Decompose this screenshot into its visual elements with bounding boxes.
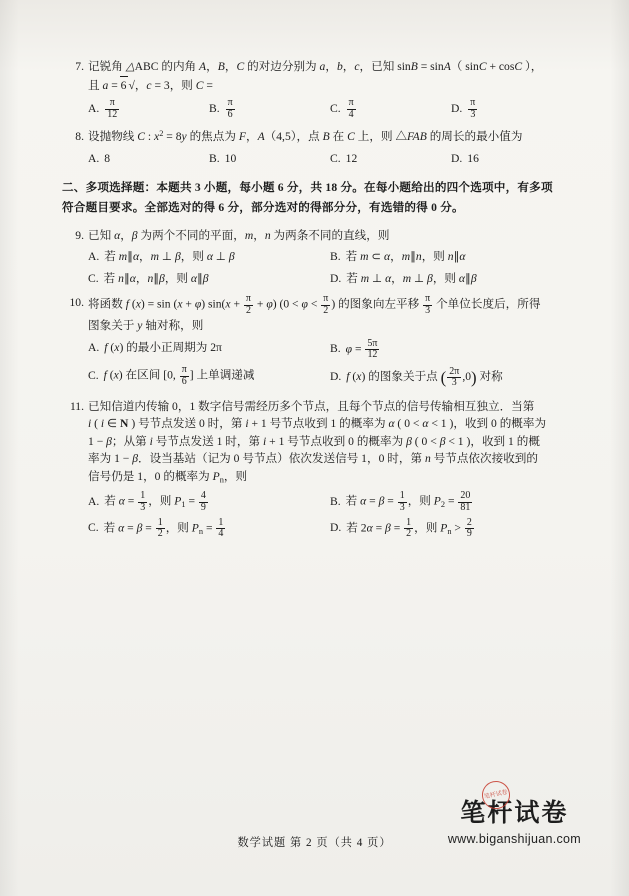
question-10-option-a[interactable]: A. f (x) 的最小正周期为 2π xyxy=(88,340,222,354)
option-label: C. xyxy=(88,271,99,285)
option-label: D. xyxy=(451,101,463,115)
page-footer: 数学试题 第 2 页（共 4 页） xyxy=(237,837,392,849)
question-7-text-1: 记锐角 △ABC 的内角 A，B，C 的对边分别为 a，b，c，已知 sinB = sinA（ sinC + cosC ）， xyxy=(88,60,543,73)
question-9-text-1: 已知 α，β 为两个不同的平面，m，n 为两条不同的直线，则 xyxy=(88,228,390,242)
question-8-text-1: 设抛物线 C : $x^2 = 8y$ 的焦点为 F，A（4,5），点 B 在 C 上，则 △FAB 的周长的最小值为 xyxy=(88,128,523,143)
question-11-line-4: 率为 1 − β．设当基站（记为 0 号节点）依次发送信号 1，0 时，第 n 号节点依次接收到的 xyxy=(88,452,538,466)
question-11-option-a[interactable]: A. 若 α = $\frac{1}{3}$ ，则 $P_1$ = $\frac{4}{9}$ xyxy=(88,490,206,513)
exam-content xyxy=(62,58,572,547)
option-label: B. xyxy=(330,250,341,264)
question-8-option-c[interactable] xyxy=(330,150,451,168)
option-label: D. xyxy=(451,151,463,165)
question-8-line-1 xyxy=(62,128,572,146)
question-10-option-d[interactable]: D. f (x) 的图象关于点 ( $\frac{2\pi}{3}$ ,0) 对称 xyxy=(330,365,503,389)
option-label: C. xyxy=(330,151,341,165)
question-10-option-c[interactable]: C. f (x) 在区间 [0, $\frac{\pi}{6}$ ] 上单调递减 xyxy=(88,364,255,387)
option-label: C. xyxy=(330,101,341,115)
question-8-option-a[interactable] xyxy=(88,150,209,168)
question-11-text-1: 已知信道内传输 0，1 数字信号需经历多个节点，且每个节点的信号传输相互独立．当第 xyxy=(88,399,535,413)
option-label: D. xyxy=(330,370,342,384)
option-label: B. xyxy=(209,151,220,165)
question-7-option-b[interactable]: B. $\frac{\pi}{6}$ xyxy=(209,97,233,120)
section-text: 本题共 3 小题，每小题 6 分，共 18 分。在每小题给出的四个选项中，有多项符合题目要求。全部选对的得 6 分，部分选对的得部分分，有选错的得 0 分。 xyxy=(62,181,553,214)
question-9-option-c[interactable]: C. 若 n∥α，n∥β，则 α∥β xyxy=(88,271,209,285)
option-label: B. xyxy=(330,494,341,508)
question-10-text-1: 将函数 f (x) = sin (x + φ) sin(x + $\frac{\pi}{2}$ + φ) (0 < φ < $\frac{\pi}{2}$ ) 的图象向左平移 $\frac{\pi}{3}$ 个单位长度后，所得 xyxy=(88,293,541,317)
option-value: 8 xyxy=(104,151,111,165)
option-label: A. xyxy=(88,151,100,165)
option-label: A. xyxy=(88,494,100,508)
option-label: A. xyxy=(88,340,100,354)
question-10-options-row-2 xyxy=(88,365,572,391)
option-label: B. xyxy=(209,101,220,115)
section-header-text xyxy=(62,178,562,217)
question-7-option-d[interactable]: D. $\frac{\pi}{3}$ xyxy=(451,97,476,120)
question-10-number: 10. xyxy=(69,296,84,310)
question-8 xyxy=(62,128,572,167)
option-label: C. xyxy=(88,368,99,382)
question-7-line-2: 且 a = 6 √​，c = 3，则 C = xyxy=(88,76,572,95)
question-9-line-1 xyxy=(62,227,572,245)
question-7-options xyxy=(88,98,572,121)
option-value: 10 xyxy=(224,151,237,165)
question-11-option-d[interactable]: D. 若 2α = β = $\frac{1}{2}$ ，则 $P_n$ > $\frac{2}{9}$ xyxy=(330,516,472,540)
question-11-option-b[interactable]: B. 若 α = β = $\frac{1}{3}$ ，则 $P_2$ = $\frac{20}{81}$ xyxy=(330,490,471,513)
question-10-line-2: 图象关于 y 轴对称，则 xyxy=(88,318,204,332)
question-9-option-a[interactable]: A. 若 m∥α，m ⊥ β，则 α ⊥ β xyxy=(88,250,235,264)
option-label: D. xyxy=(330,521,342,535)
option-label: C. xyxy=(88,521,99,535)
question-8-option-d[interactable] xyxy=(451,150,572,168)
question-11 xyxy=(62,398,572,541)
question-10-line-1 xyxy=(62,294,572,317)
question-7 xyxy=(62,58,572,121)
watermark-url: www.biganshijuan.com xyxy=(447,832,581,846)
question-11-line-2: i ( i ∈ N ) 号节点发送 0 时，第 i + 1 号节点收到 1 的概率为 α ( 0 < α < 1 )，收到 0 的概率为 xyxy=(88,417,547,431)
question-7-number: 7. xyxy=(75,60,84,73)
option-value: 16 xyxy=(467,151,479,165)
question-11-number: 11. xyxy=(69,399,84,413)
question-9-options-row-2 xyxy=(88,270,572,288)
option-label: B. xyxy=(330,342,341,356)
question-8-option-b[interactable] xyxy=(209,150,330,168)
question-11-options-row-1 xyxy=(88,491,572,514)
question-11-line-3: 1 − β；从第 i 号节点发送 1 时，第 i + 1 号节点收到 0 的概率为 β ( 0 < β < 1 )，收到 1 的概 xyxy=(88,434,540,448)
question-8-number: 8. xyxy=(75,129,84,143)
option-value: 12 xyxy=(345,151,358,165)
question-11-line-5: 信号仍是 1，0 的概率为 $P_n$，则 xyxy=(88,470,248,485)
question-7-option-a[interactable]: A. $\frac{\pi}{12}$ xyxy=(88,97,118,120)
question-7-option-c[interactable]: C. $\frac{\pi}{4}$ xyxy=(330,97,354,120)
question-9-option-b[interactable]: B. 若 m ⊂ α，m∥n，则 n∥α xyxy=(330,250,466,264)
watermark xyxy=(447,789,581,846)
question-10-option-b[interactable]: B. φ = $\frac{5\pi}{12}$ xyxy=(330,337,378,361)
question-9-number: 9. xyxy=(75,228,84,242)
question-10-options-row-1 xyxy=(88,339,572,362)
exam-sheet xyxy=(30,28,599,868)
question-10 xyxy=(62,294,572,390)
watermark-brand: 笔杆试卷 xyxy=(460,799,569,827)
section-header-multi-choice xyxy=(62,178,572,217)
question-9 xyxy=(62,227,572,288)
option-label: D. xyxy=(330,271,342,285)
option-label: A. xyxy=(88,101,100,115)
question-8-options xyxy=(88,150,572,168)
question-9-options-row-1 xyxy=(88,248,572,266)
question-7-line-1 xyxy=(62,58,572,76)
question-11-line-1 xyxy=(62,398,572,416)
question-11-options-row-2 xyxy=(88,518,572,541)
section-label: 二、多项选择题： xyxy=(62,181,157,195)
option-label: A. xyxy=(88,250,100,264)
question-9-option-d[interactable]: D. 若 m ⊥ α，m ⊥ β，则 α∥β xyxy=(330,271,477,285)
question-11-option-c[interactable]: C. 若 α = β = $\frac{1}{2}$ ，则 $P_n$ = $\frac{1}{4}$ xyxy=(88,516,224,540)
seal-icon: 笔杆试卷 xyxy=(479,778,512,811)
